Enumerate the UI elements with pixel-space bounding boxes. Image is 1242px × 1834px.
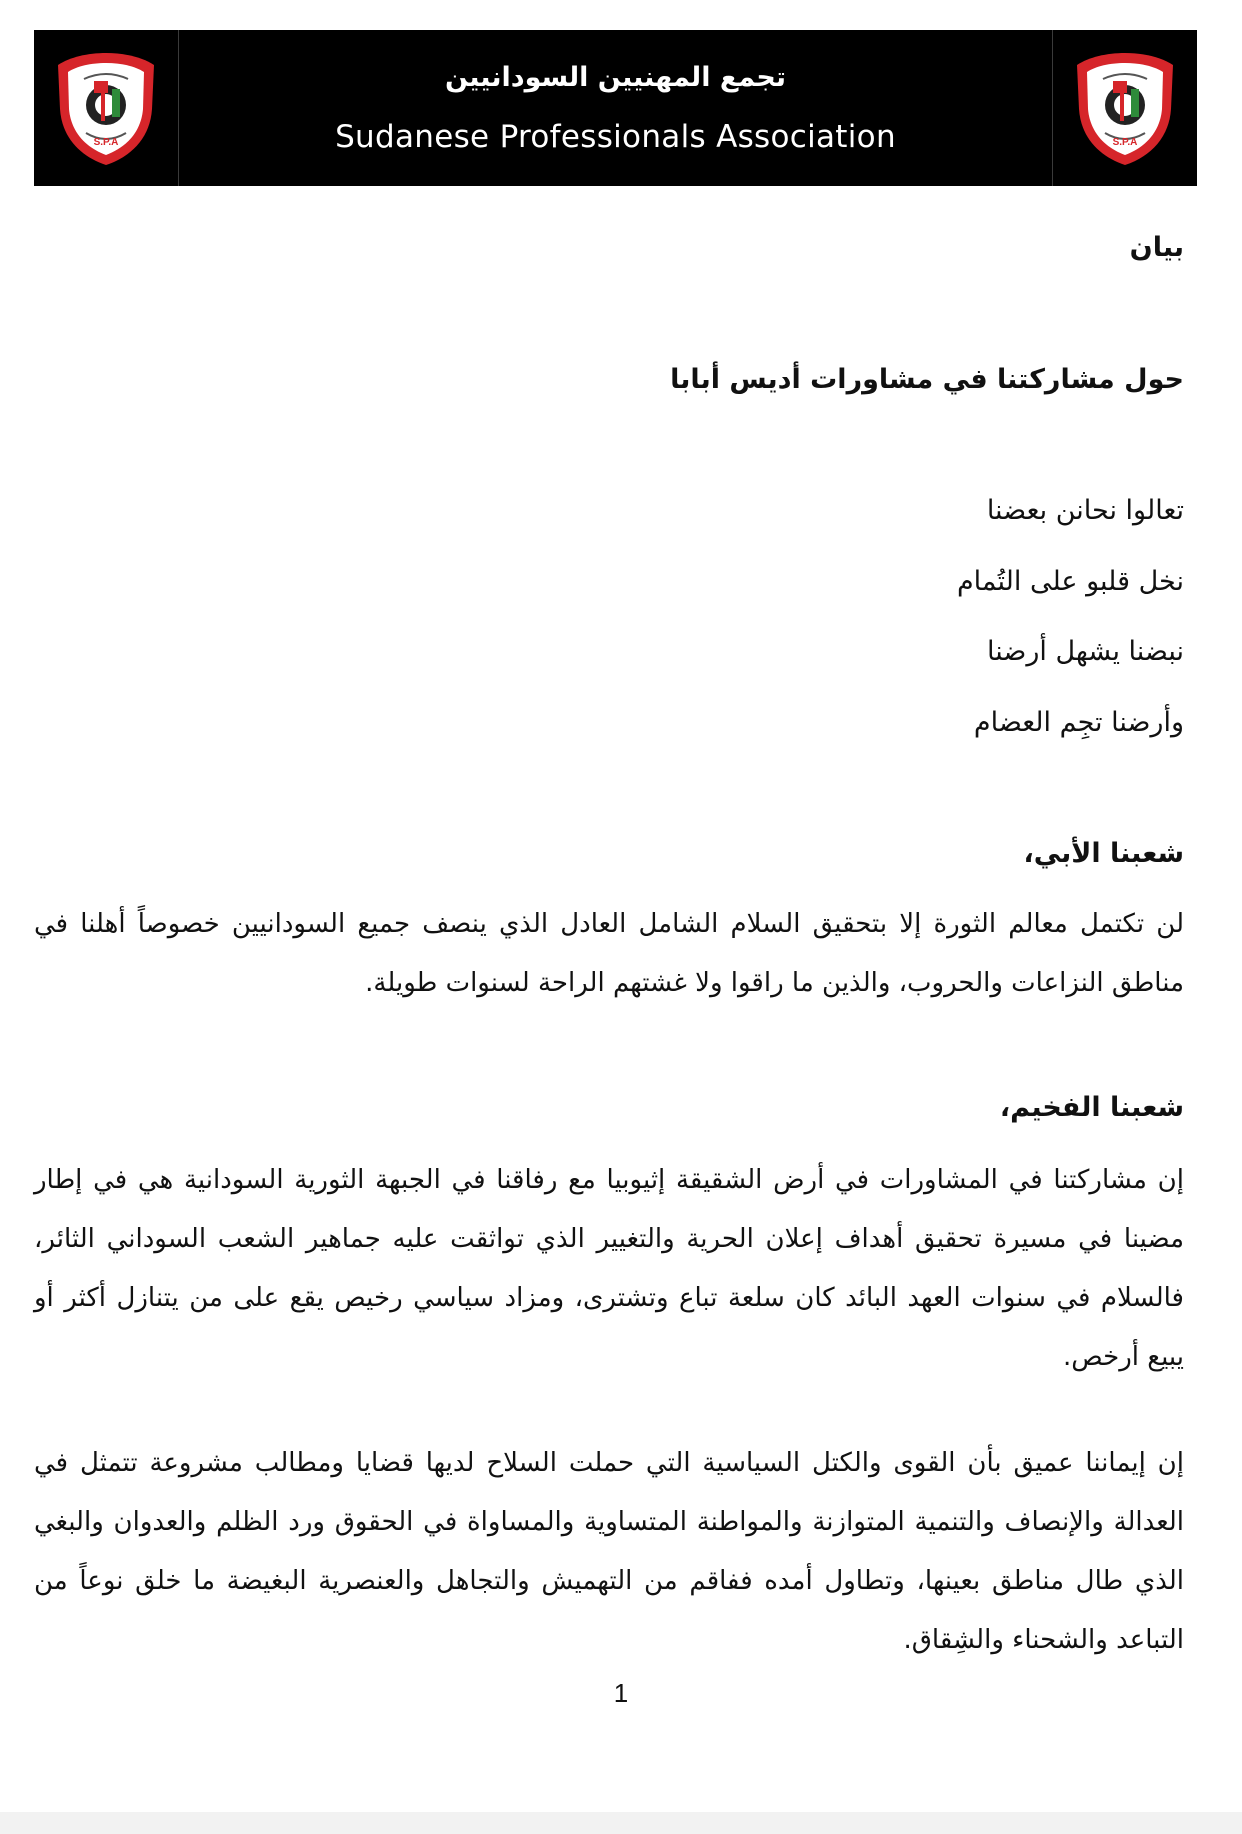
logo-abbrev-right: S.P.A (1112, 137, 1138, 148)
org-name-english: Sudanese Professionals Association (335, 118, 896, 155)
section-paragraph: لن تكتمل معالم الثورة إلا بتحقيق السلام الشامل العادل الذي ينصف جميع السودانيين خصوصاً أهلنا في مناطق النزاعات والحروب، والذين ما راقوا ولا غشتهم الراحة لسنوات طويلة. (34, 909, 1184, 998)
section-heading: شعبنا الأبي، (1023, 838, 1184, 869)
section-heading: شعبنا الفخيم، (999, 1092, 1184, 1123)
spa-logo-left (54, 49, 158, 167)
letterhead-banner (34, 30, 1197, 186)
poem-line: تعالوا نحانن بعضنا (986, 495, 1184, 526)
poem-line: نخل قلبو على التُمام (956, 566, 1184, 597)
logo-left-cell (34, 30, 179, 186)
statement-label: بيان (1129, 232, 1184, 263)
poem-line: وأرضنا تجِم العضام (973, 707, 1184, 738)
logo-right-cell (1052, 30, 1197, 186)
poem-line: نبضنا يشهل أرضنا (987, 636, 1184, 667)
org-name-arabic: تجمع المهنيين السودانيين (444, 61, 786, 93)
section-paragraph: إن إيماننا عميق بأن القوى والكتل السياسية التي حملت السلاح لديها قضايا ومطالب مشروعة تتمثل في العدالة والإنصاف والتنمية المتوازنة والمواطنة المتساوية والمساواة في الحقوق ورد الظلم والعدوان والبغي الذي طال مناطق بعينها، وتطاول أمده ففاقم من التهميش والتجاهل والعنصرية البغيضة ما خلق نوعاً من التباعد والشحناء والشِقاق. (34, 1448, 1184, 1655)
page-number: 1 (613, 1678, 629, 1708)
page-bottom-edge (0, 1812, 1242, 1834)
section-paragraph: إن مشاركتنا في المشاورات في أرض الشقيقة إثيوبيا مع رفاقنا في الجبهة الثورية السودانية هي في إطار مضينا في مسيرة تحقيق أهداف إعلان الحرية والتغيير الذي تواثقت عليه جماهير الشعب السوداني الثائر، فالسلام في سنوات العهد البائد كان سلعة تباع وتشترى، ومزاد سياسي رخيص يقع على من يتنازل أكثر أو يبيع أرخص. (34, 1165, 1184, 1372)
statement-subject: حول مشاركتنا في مشاورات أديس أبابا (670, 364, 1184, 395)
letterhead-titles (179, 30, 1052, 186)
logo-abbrev-left: S.P.A (93, 137, 119, 148)
spa-logo-right (1073, 49, 1177, 167)
